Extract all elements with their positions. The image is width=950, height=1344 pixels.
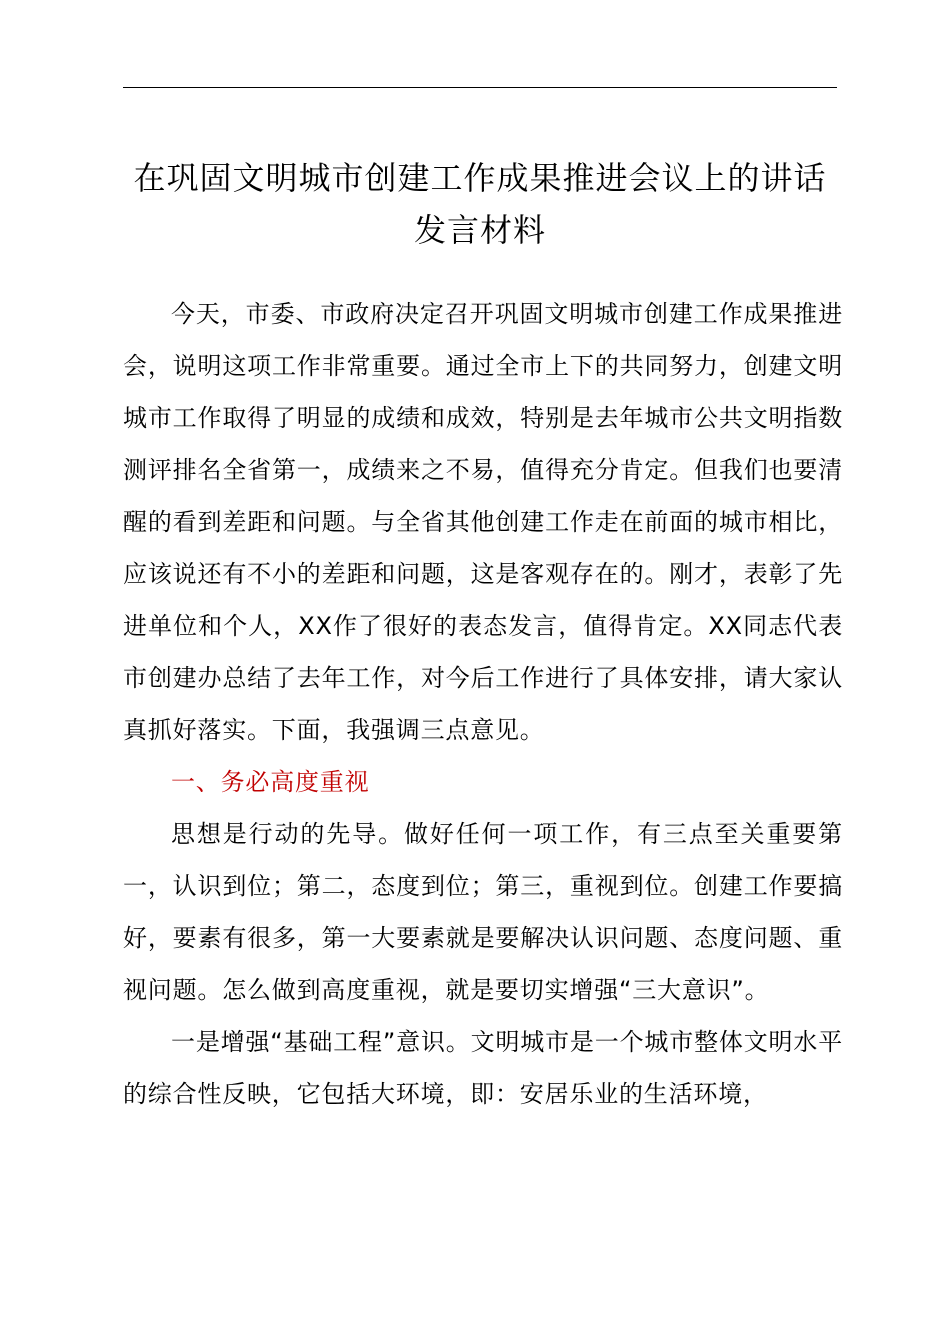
paragraph-foundation: 一是增强“基础工程”意识。文明城市是一个城市整体文明水平的综合性反映，它包括大环境，即：安居乐业的生活环境， xyxy=(123,1028,843,1108)
section-heading-1: 一、务必高度重视 xyxy=(171,768,370,796)
document-body xyxy=(123,288,843,1120)
paragraph-intro: 今天，市委、市政府决定召开巩固文明城市创建工作成果推进会，说明这项工作非常重要。通过全市上下的共同努力，创建文明城市工作取得了明显的成绩和成效，特别是去年城市公共文明指数测评排名全省第一，成绩来之不易，值得充分肯定。但我们也要清醒的看到差距和问题。与全省其他创建工作走在前面的城市相比，应该说还有不小的差距和问题，这是客观存在的。刚才，表彰了先进单位和个人，XX作了很好的表态发言，值得肯定。XX同志代表市创建办总结了去年工作，对今后工作进行了具体安排，请大家认真抓好落实。下面，我强调三点意见。 xyxy=(123,300,843,744)
header-rule xyxy=(123,87,837,88)
document-title: 在巩固文明城市创建工作成果推进会议上的讲话发言材料 xyxy=(133,159,827,249)
paragraph-thought: 思想是行动的先导。做好任何一项工作，有三点至关重要第一，认识到位；第二，态度到位；第三，重视到位。创建工作要搞好，要素有很多，第一大要素就是要解决认识问题、态度问题、重视问题。怎么做到高度重视，就是要切实增强“三大意识”。 xyxy=(123,820,843,1004)
